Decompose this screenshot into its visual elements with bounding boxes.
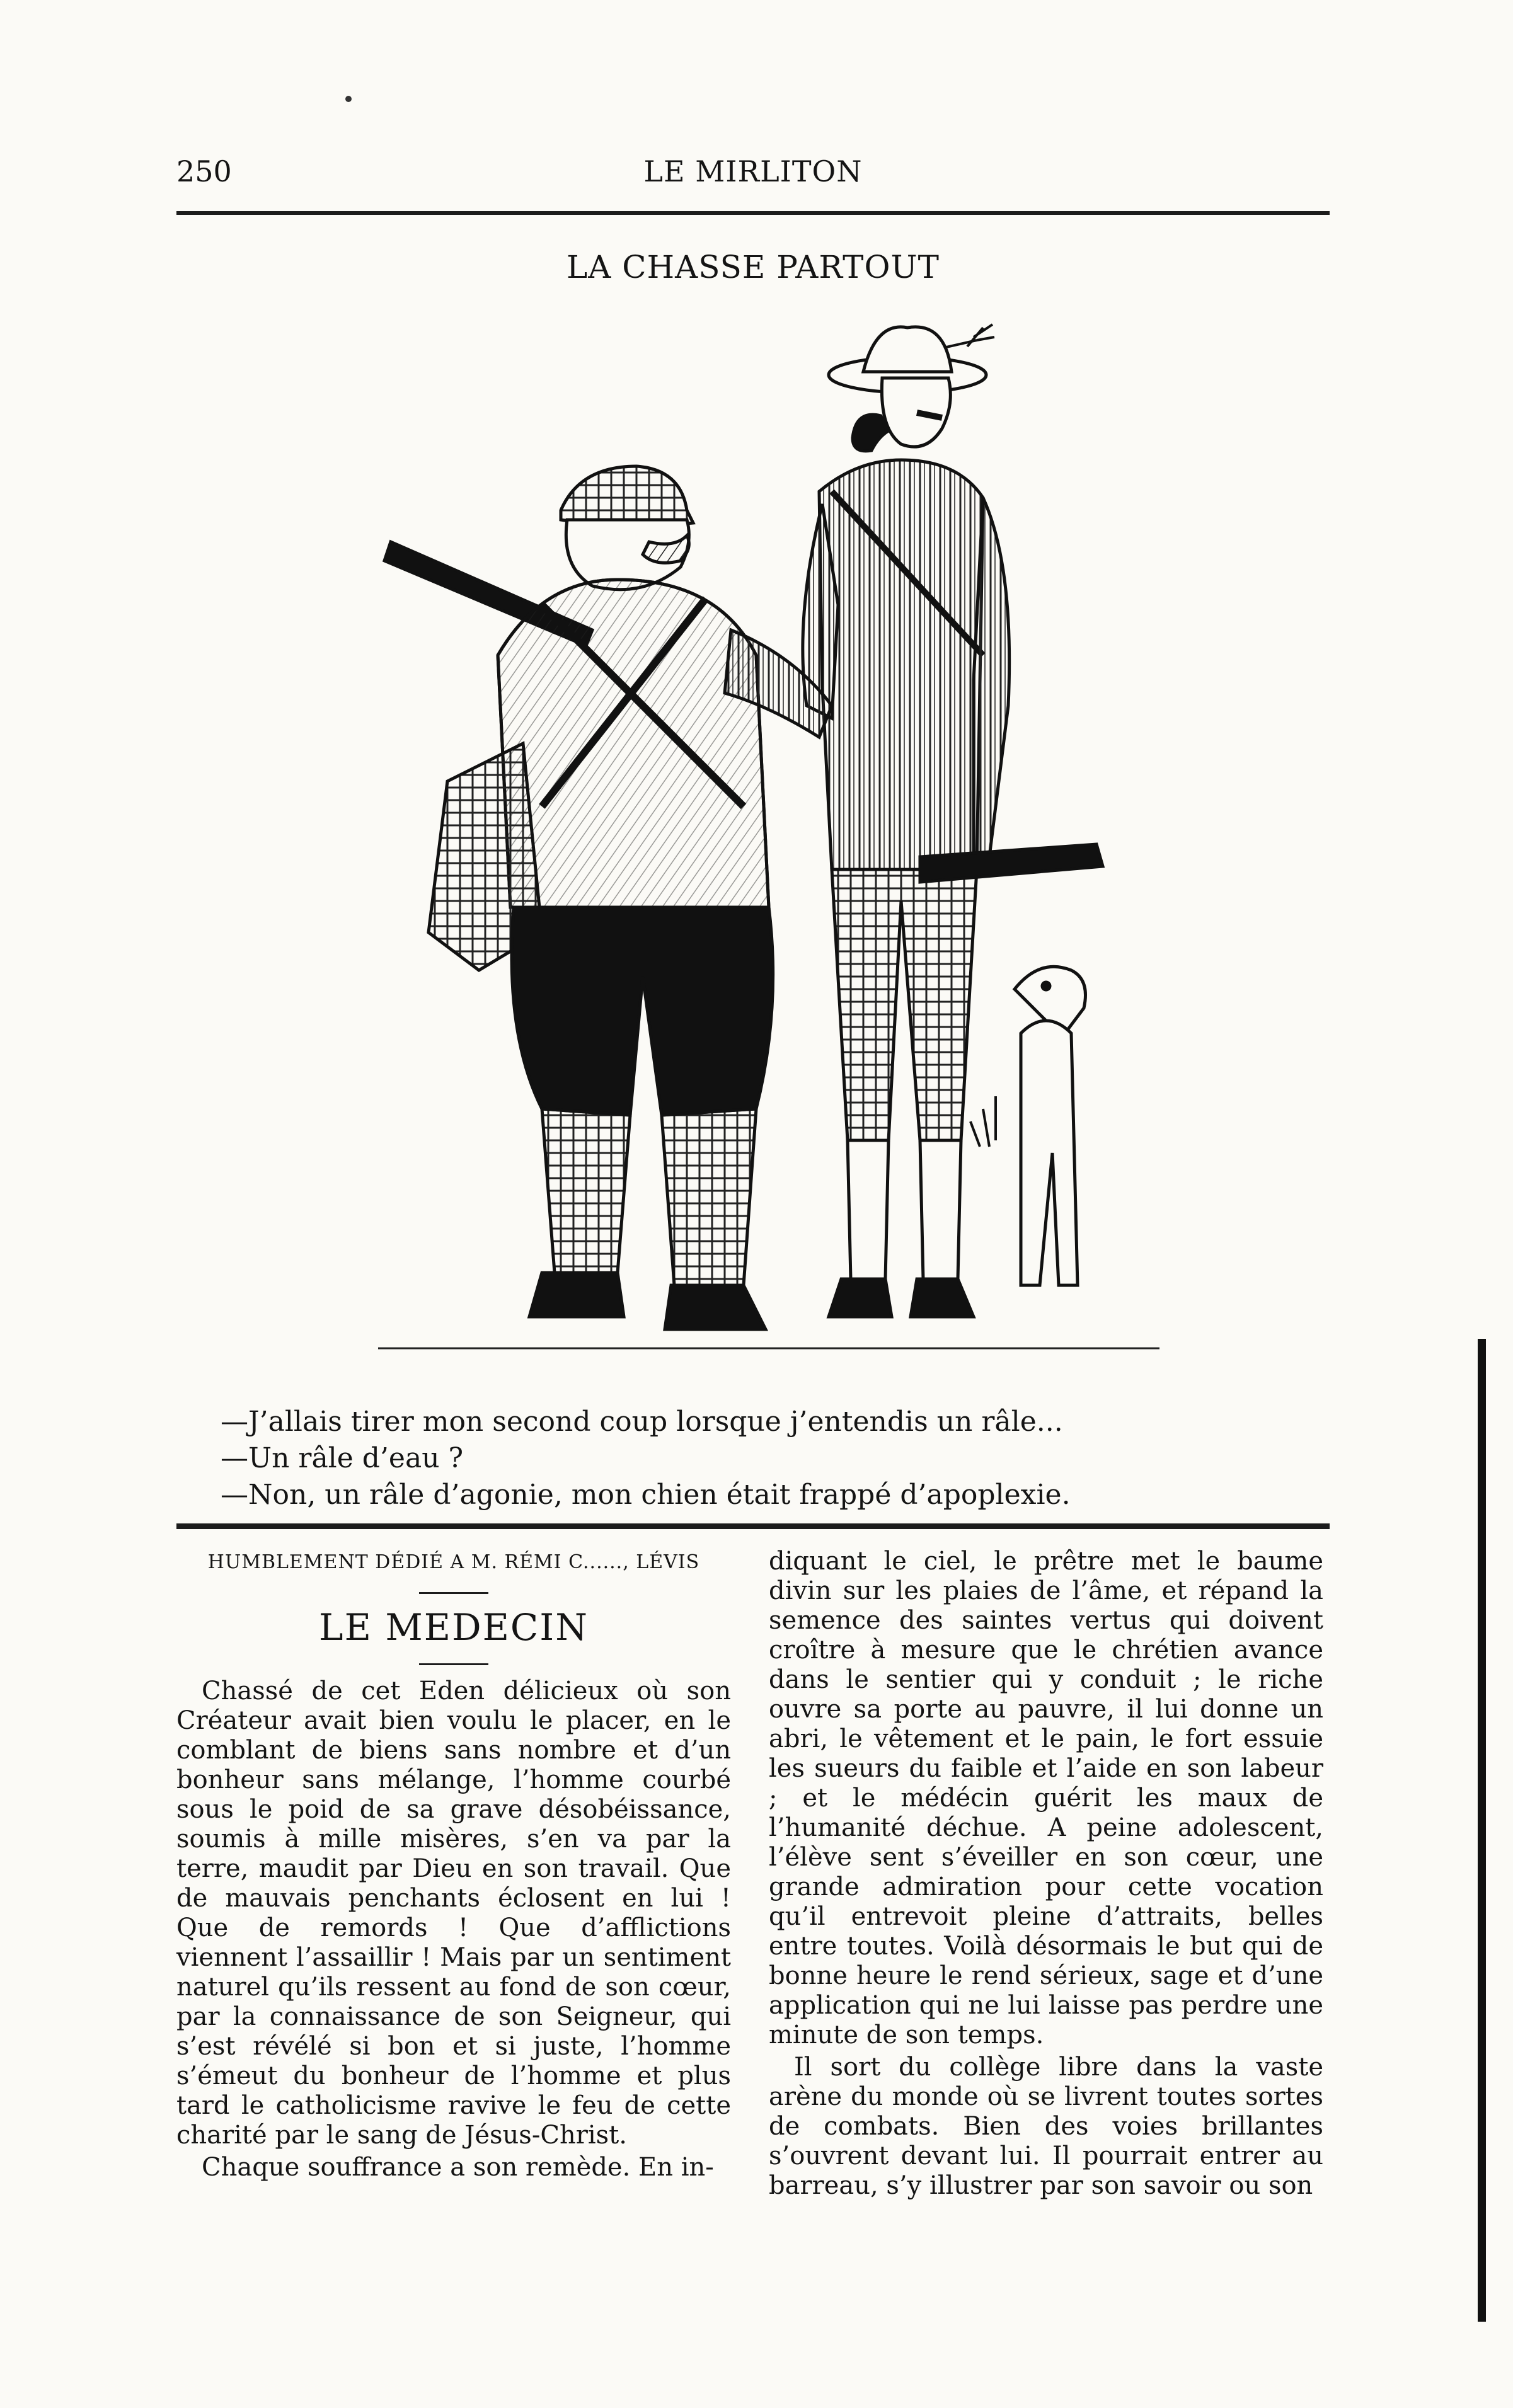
page-number: 250 xyxy=(176,154,232,188)
illustration-caption xyxy=(221,1404,1292,1513)
article-paragraph: diquant le ciel, le prêtre met le baume divin sur les plaies de l’âme, et répand la semence des saintes vertus qui doivent croître à mesure que le chrétien avance dans le sentier qui y conduit ; le riche ouvre sa porte au pauvre, il lui donne un abri, le vêtement et le pain, le fort essuie les sueurs du faible et l’aide en son labeur ; et le médécin guérit les maux de l’humanité déchue. A peine adolescent, l’élève sent s’éveiller en son cœur, une grande admiration pour cette vocation qu’il entrevoit pleine d’attraits, belles entre toutes. Voilà désormais le but qui de bonne heure le rend sérieux, sage et d’une application qui ne lui laisse pas perdre une minute de son temps. xyxy=(769,1547,1323,2050)
article-column-right xyxy=(769,1547,1323,2201)
article-paragraph: Chassé de cet Eden délicieux où son Créateur avait bien voulu le placer, en le comblant de biens sans nombre et d’un bonheur sans mélange, l’homme courbé sous le poid de sa grave désobéissance, soumis à mille misères, s’en va par la terre, maudit par Dieu en son travail. Que de mauvais penchants éclosent en lui ! Que de remords ! Que d’afflictions viennent l’assaillir ! Mais par un sentiment naturel qu’ils ressent au fond de son cœur, par la connaissance de son Seigneur, qui s’est révélé si bon et si juste, l’homme s’émeut du bonheur de l’homme et plus tard le catholicisme ravive le feu de cette charité par le sang de Jésus-Christ. xyxy=(176,1677,731,2150)
running-title: LE MIRLITON xyxy=(643,154,863,188)
caption-line: —Non, un râle d’agonie, mon chien était frappé d’apoplexie. xyxy=(221,1479,1071,1511)
article-column-left xyxy=(176,1547,731,2182)
article-paragraph: Chaque souffrance a son remède. En in- xyxy=(202,2153,714,2182)
scan-edge-shadow xyxy=(1478,1339,1486,2322)
hunters-illustration xyxy=(353,302,1185,1386)
caption-line: —Un râle d’eau ? xyxy=(221,1442,464,1474)
caption-line: —J’allais tirer mon second coup lorsque j’entendis un râle... xyxy=(221,1406,1063,1438)
ink-speck xyxy=(345,96,352,102)
section-rule xyxy=(176,1523,1330,1529)
hunters-engraving-image xyxy=(353,302,1185,1386)
dog xyxy=(970,966,1086,1285)
article-dedication: HUMBLEMENT DÉDIÉ A M. RÉMI C......, LÉVIS xyxy=(207,1551,700,1573)
page-header xyxy=(176,154,1330,198)
section-title: LA CHASSE PARTOUT xyxy=(567,249,940,285)
title-rule-below xyxy=(419,1663,488,1665)
header-rule xyxy=(176,211,1330,215)
title-rule-above xyxy=(419,1592,488,1594)
left-hunter xyxy=(384,466,832,1329)
article-title: LE MEDECIN xyxy=(319,1606,589,1649)
article-paragraph: Il sort du collège libre dans la vaste arène du monde où se livrent toutes sortes de combats. Bien des voies brillantes s’ouvrent devant lui. Il pourrait entrer au barreau, s’y illustrer par son savoir ou son xyxy=(769,2053,1323,2200)
